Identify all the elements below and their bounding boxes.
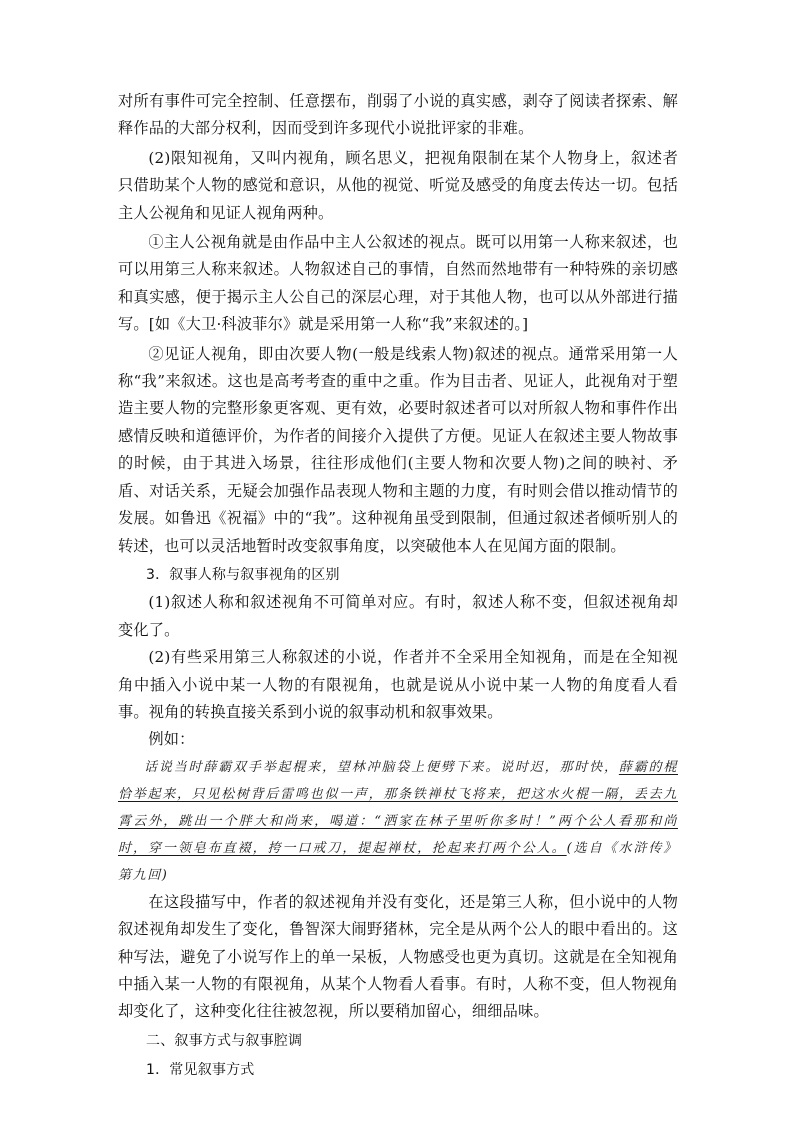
quote-source: (选自《水浒传》第九回) (118, 840, 678, 883)
quote-underlined: 薛霸的棍恰举起来，只见松树背后雷鸣也似一声，那条铁禅杖飞将来，把这水火棍一隔，丢去九霄云外，跳出一个胖大和尚来，喝道：“洒家在林子里听你多时！”两个公人看那和尚时，穿一领皂布直裰，挎一口戒刀，提起禅杖，抡起来打两个公人。 (118, 759, 678, 856)
body-text (118, 88, 678, 1085)
paragraph-witness-view: ②见证人视角，即由次要人物(一般是线索人物)叙述的视点。通常采用第一人称“我”来叙述。这也是高考考查的重中之重。作为目击者、见证人，此视角对于塑造主要人物的完整形象更客观、更有效，必要时叙述者可以对所叙人物和事件作出感情反映和道德评价，为作者的间接介入提供了方便。见证人在叙述主要人物故事的时候，由于其进入场景，往往形成他们(主要人物和次要人物)之间的映衬、矛盾、对话关系，无疑会加强作品表现人物和主题的力度，有时则会借以推动情节的发展。如鲁迅《祝福》中的“我”。这种视角虽受到限制，但通过叙述者倾听别人的转述，也可以灵活地暂时改变叙事角度，以突破他本人在见闻方面的限制。 (118, 344, 678, 555)
section-heading-3: 3．叙事人称与叙事视角的区别 (146, 566, 340, 583)
example-quote (118, 754, 678, 889)
quote-plain: 话说当时薛霸双手举起棍来，望林冲脑袋上便劈下来。说时迟，那时快， (144, 759, 619, 775)
paragraph-protagonist-view: ①主人公视角就是由作品中主人公叙述的视点。既可以用第一人称来叙述，也可以用第三人称来叙述。人物叙述自己的事情，自然而然地带有一种特殊的亲切感和真实感，便于揭示主人公自己的深层心理，对于其他人物，也可以从外部进行描写。[如《大卫·科波菲尔》就是采用第一人称“我”来叙述的。] (118, 233, 678, 334)
paragraph-limited-view: (2)限知视角，又叫内视角，顾名思义，把视角限制在某个人物身上，叙述者只借助某个人物的感觉和意识，从他的视觉、听觉及感受的角度去传达一切。包括主人公视角和见证人视角两种。 (118, 148, 678, 222)
paragraph-analysis: 在这段描写中，作者的叙述视角并没有变化，还是第三人称，但小说中的人物叙述视角却发生了变化，鲁智深大闹野猪林，完全是从两个公人的眼中看出的。这种写法，避免了小说写作上的单一呆板，人物感受也更为真切。这就是在全知视角中插入某一人物的有限视角，从某个人物看人看事。有时，人称不变，但人物视角却变化了，这种变化往往被忽视，所以要稍加留心，细细品味。 (118, 892, 678, 1021)
subsection-heading-2-1: 1．常见叙事方式 (146, 1062, 255, 1079)
section-heading-2: 二、叙事方式与叙事腔调 (146, 1032, 303, 1049)
paragraph-continued: 对所有事件可完全控制、任意摆布，削弱了小说的真实感，剥夺了阅读者探索、解释作品的大部分权利，因而受到许多现代小说批评家的非难。 (118, 92, 678, 138)
paragraph-person-vs-view-1: (1)叙述人称和叙述视角不可简单对应。有时，叙述人称不变，但叙述视角却变化了。 (118, 593, 678, 639)
paragraph-person-vs-view-2: (2)有些采用第三人称叙述的小说，作者并不全采用全知视角，而是在全知视角中插入小说中某一人物的有限视角，也就是说从小说中某一人物的角度看人看事。视角的转换直接关系到小说的叙事动机和叙事效果。 (118, 648, 678, 721)
example-label: 例如： (148, 730, 195, 749)
